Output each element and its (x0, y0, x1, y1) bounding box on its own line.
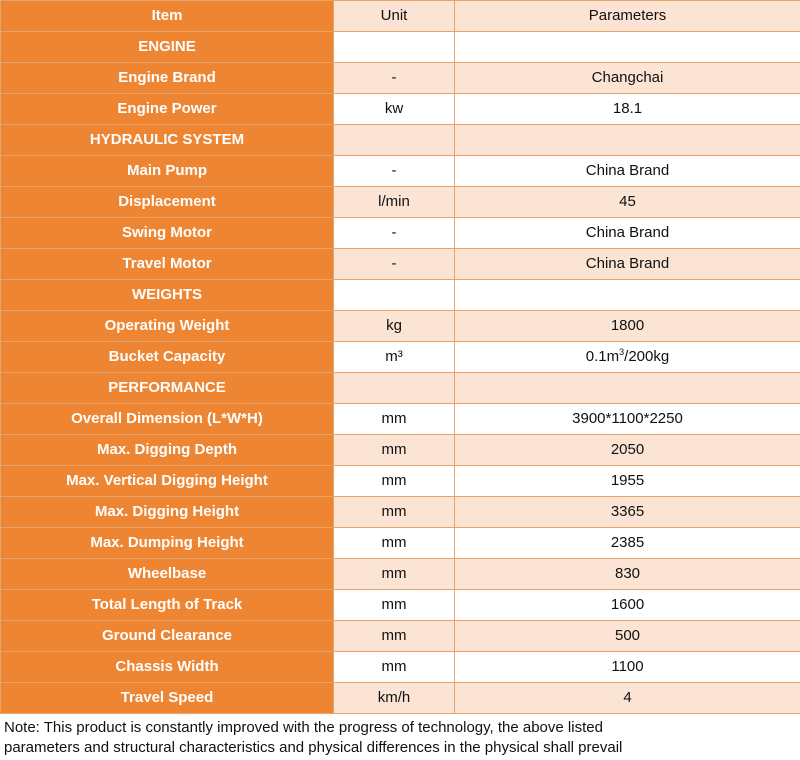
table-row (1, 528, 800, 559)
row-item: Total Length of Track (1, 590, 334, 621)
row-unit: mm (334, 621, 455, 652)
row-value: 830 (455, 559, 800, 590)
row-unit: mm (334, 652, 455, 683)
row-value: 1800 (455, 311, 800, 342)
table-row (1, 559, 800, 590)
table-row (1, 156, 800, 187)
value-pre: 0.1m (585, 348, 620, 365)
row-unit: km/h (334, 683, 455, 714)
table-row (1, 342, 800, 373)
section-row-hydraulic-system (1, 125, 800, 156)
row-item: ENGINE (1, 32, 334, 63)
table-row (1, 404, 800, 435)
table-row (1, 435, 800, 466)
row-item: Max. Dumping Height (1, 528, 334, 559)
row-item: Bucket Capacity (1, 342, 334, 373)
row-unit: mm (334, 497, 455, 528)
row-item: Travel Speed (1, 683, 334, 714)
row-item: Swing Motor (1, 218, 334, 249)
row-item: PERFORMANCE (1, 373, 334, 404)
row-value (455, 32, 800, 63)
row-item: Chassis Width (1, 652, 334, 683)
row-value: 2050 (455, 435, 800, 466)
row-value: 18.1 (455, 94, 800, 125)
header-parameters: Parameters (455, 1, 800, 32)
row-item: Engine Brand (1, 63, 334, 94)
table-row (1, 497, 800, 528)
row-value: 1100 (455, 652, 800, 683)
row-unit: mm (334, 435, 455, 466)
row-item: WEIGHTS (1, 280, 334, 311)
row-value (455, 342, 800, 373)
row-item: Displacement (1, 187, 334, 218)
row-unit: - (334, 63, 455, 94)
table-row (1, 187, 800, 218)
row-value: 2385 (455, 528, 800, 559)
row-unit: kw (334, 94, 455, 125)
row-item: Engine Power (1, 94, 334, 125)
row-item: Max. Vertical Digging Height (1, 466, 334, 497)
footnote (4, 718, 794, 758)
row-value: China Brand (455, 249, 800, 280)
row-unit: mm (334, 559, 455, 590)
table-row (1, 218, 800, 249)
row-value: 1955 (455, 466, 800, 497)
row-value: 1600 (455, 590, 800, 621)
row-unit: - (334, 156, 455, 187)
footnote-line-2: parameters and structural characteristics and physical differences in the physical shall prevail (4, 739, 623, 756)
row-item: Wheelbase (1, 559, 334, 590)
row-unit: mm (334, 404, 455, 435)
row-unit: - (334, 218, 455, 249)
table-header-row (1, 1, 800, 32)
row-unit: mm (334, 590, 455, 621)
section-row-engine (1, 32, 800, 63)
row-value: 3900*1100*2250 (455, 404, 800, 435)
row-value (455, 280, 800, 311)
row-item: HYDRAULIC SYSTEM (1, 125, 334, 156)
section-row-performance (1, 373, 800, 404)
row-unit (334, 280, 455, 311)
section-row-weights (1, 280, 800, 311)
table-row (1, 63, 800, 94)
row-value: 4 (455, 683, 800, 714)
row-unit (334, 373, 455, 404)
row-item: Max. Digging Height (1, 497, 334, 528)
row-value: 3365 (455, 497, 800, 528)
row-unit: mm (334, 528, 455, 559)
row-unit: mm (334, 466, 455, 497)
table-row (1, 621, 800, 652)
table-row (1, 466, 800, 497)
row-unit: l/min (334, 187, 455, 218)
row-item: Main Pump (1, 156, 334, 187)
row-value: China Brand (455, 218, 800, 249)
row-value: 500 (455, 621, 800, 652)
row-item: Max. Digging Depth (1, 435, 334, 466)
row-value: China Brand (455, 156, 800, 187)
row-unit: - (334, 249, 455, 280)
row-value: 45 (455, 187, 800, 218)
row-item: Operating Weight (1, 311, 334, 342)
table-row (1, 94, 800, 125)
table-row (1, 590, 800, 621)
row-unit: kg (334, 311, 455, 342)
table-row (1, 652, 800, 683)
table-row (1, 683, 800, 714)
row-value (455, 125, 800, 156)
header-unit: Unit (334, 1, 455, 32)
table-row (1, 249, 800, 280)
row-unit (334, 125, 455, 156)
row-unit (334, 32, 455, 63)
row-item: Ground Clearance (1, 621, 334, 652)
row-item: Travel Motor (1, 249, 334, 280)
table-row (1, 311, 800, 342)
footnote-line-1: Note: This product is constantly improved with the progress of technology, the above listed (4, 719, 603, 736)
header-item: Item (1, 1, 334, 32)
value-superscript: 3 (619, 347, 625, 357)
row-item: Overall Dimension (L*W*H) (1, 404, 334, 435)
row-value: Changchai (455, 63, 800, 94)
row-value (455, 373, 800, 404)
row-unit: m³ (334, 342, 455, 373)
value-post: /200kg (624, 348, 670, 365)
